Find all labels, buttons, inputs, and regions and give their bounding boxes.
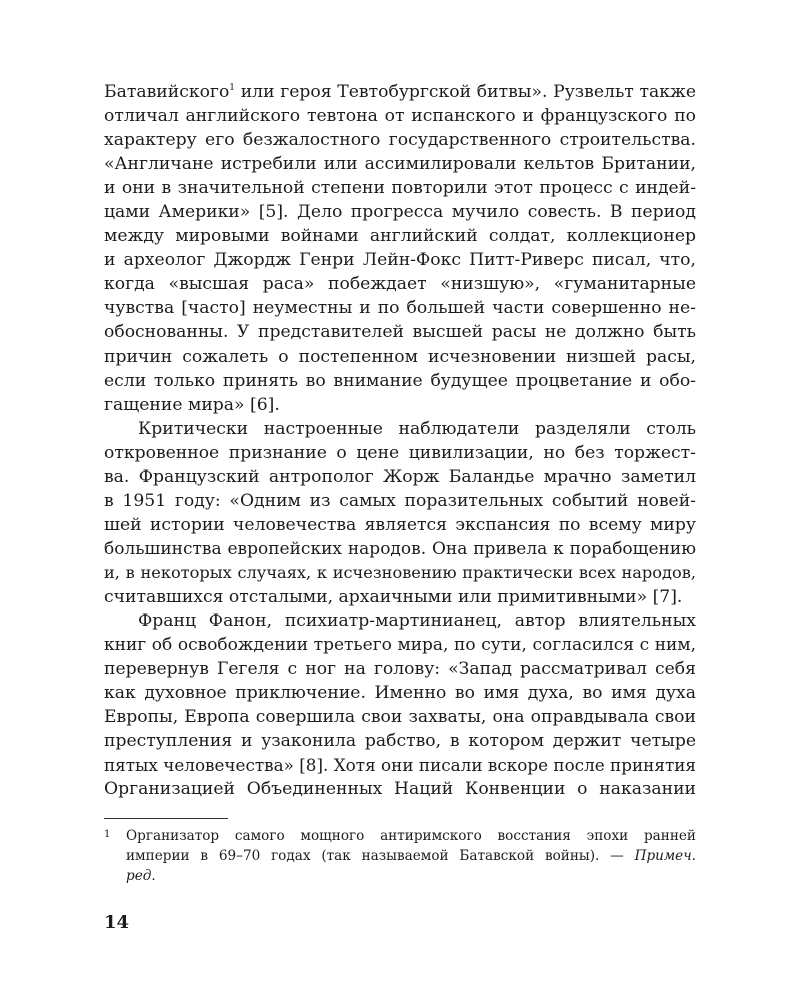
main-text [104, 80, 696, 801]
footnote-line-3 [126, 866, 696, 886]
footnote [104, 826, 696, 886]
text-line-7: между мировыми войнами английский солдат, коллекционер [104, 226, 696, 247]
text-line-30: Организацией Объединенных Наций Конвенции о наказании [104, 779, 696, 800]
text-line-22: считавшихся отсталыми, архаичными или примитивными» [7]. [104, 586, 683, 607]
text-line-24: книг об освобождении третьего мира, по сути, согласился с ним, [104, 635, 696, 656]
text-line-8: и археолог Джордж Генри Лейн-Фокс Питт-Риверс писал, что, [104, 250, 696, 271]
footnote-line-2: империи в 69–70 годах (так называемой Батавской войны). — Примеч. [126, 848, 696, 864]
text-line-3: характеру его безжалостного государственного строительства. [104, 130, 696, 151]
text-line-15: Критически настроенные наблюдатели разделяли столь [138, 418, 696, 439]
page-body [104, 80, 696, 801]
text-line-27: Европы, Европа совершила свои захваты, она оправдывала свои [104, 707, 696, 728]
footnote-text [126, 826, 696, 886]
footnote-marker: 1 [104, 829, 111, 840]
footnote-divider [104, 818, 228, 819]
text-line-5: и они в значительной степени повторили этот процесс с индей- [104, 178, 696, 199]
text-line-12: причин сожалеть о постепенном исчезновении низшей расы, [104, 346, 696, 367]
footnote-line-1: Организатор самого мощного антиримского восстания эпохи ранней [126, 828, 696, 844]
text-line-1: Батавийского$^1$ или героя Тевтобургской битвы». Рузвельт также [104, 82, 696, 102]
text-line-21: и, в некоторых случаях, к исчезновению практически всех народов, [104, 562, 696, 582]
text-line-13: если только принять во внимание будущее процветание и обо- [104, 370, 696, 391]
text-line-2: отличал английского тевтона от испанского и французского по [104, 106, 696, 127]
text-line-29: пятых человечества» [8]. Хотя они писали вскоре после принятия [104, 755, 696, 776]
text-line-19: шей истории человечества является экспансия по всему миру [104, 514, 696, 535]
footnote-reference[interactable]: 1 [229, 83, 236, 93]
text-line-11: обоснованны. У представителей высшей расы не должно быть [104, 322, 696, 343]
text-line-6: цами Америки» [5]. Дело прогресса мучило совесть. В период [104, 202, 696, 223]
footnote-editor-note: Примеч. [634, 848, 696, 864]
text-line-25: перевернув Гегеля с ног на голову: «Запад рассматривал себя [104, 659, 696, 680]
footnote-editor-note-end: ред. [126, 868, 156, 884]
text-line-26: как духовное приключение. Именно во имя духа, во имя духа [104, 683, 696, 704]
text-line-18: в 1951 году: «Одним из самых поразительных событий новей- [104, 490, 696, 511]
text-line-10: чувства [часто] неуместны и по большей части совершенно не- [104, 298, 696, 319]
text-line-28: преступления и узаконила рабство, в котором держит четыре [104, 731, 696, 752]
text-line-4: «Англичане истребили или ассимилировали кельтов Британии, [104, 154, 696, 175]
text-line-16: откровенное признание о цене цивилизации, но без торжест- [104, 442, 696, 463]
text-line-20: большинства европейских народов. Она привела к порабощению [104, 538, 696, 559]
text-line-17: ва. Французский антрополог Жорж Баландье мрачно заметил [104, 466, 696, 487]
page-number: 14 [104, 912, 130, 933]
text-line-9: когда «высшая раса» побеждает «низшую», «гуманитарные [104, 274, 696, 295]
text-line-14: гащение мира» [6]. [104, 394, 280, 415]
text-line-23: Франц Фанон, психиатр-мартинианец, автор влиятельных [138, 611, 696, 632]
